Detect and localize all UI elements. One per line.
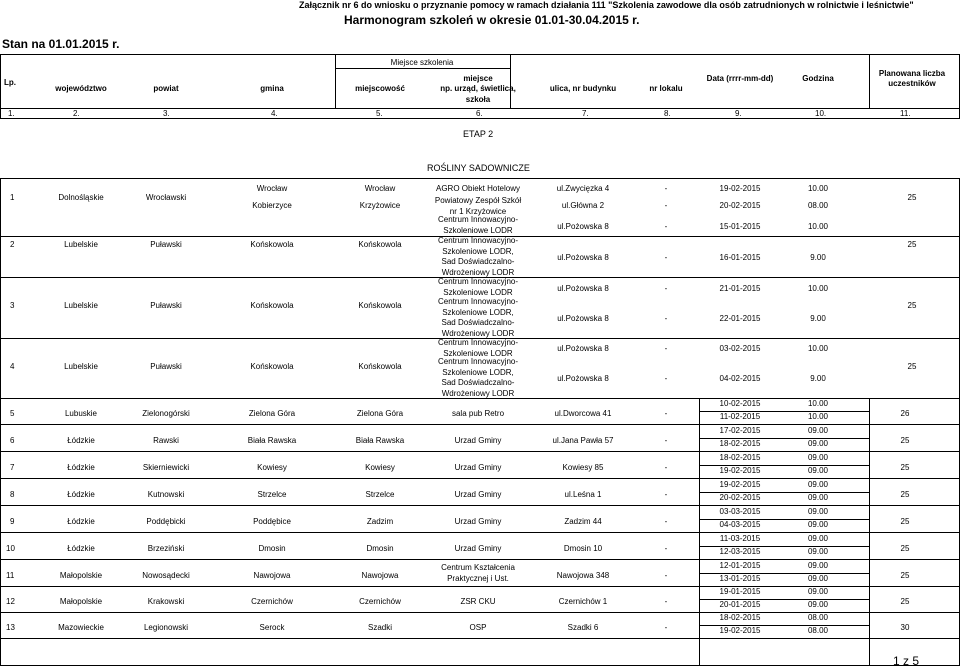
subrow-date: 22-01-2015 — [719, 314, 761, 323]
subrow-street: ul.Pożowska 8 — [557, 374, 609, 383]
row-lp: 3 — [10, 301, 15, 310]
row-county: Poddębicki — [146, 517, 186, 526]
row-lp: 7 — [10, 463, 15, 472]
row-county: Puławski — [150, 240, 182, 249]
row-hour-2: 09.00 — [807, 520, 829, 529]
row-voivodeship: Dolnośląskie — [58, 193, 104, 202]
row-venue: Urzad Gminy — [454, 436, 502, 445]
row-locality: Biała Rawska — [355, 436, 405, 445]
row-lp: 12 — [6, 597, 15, 606]
col-number: 3. — [163, 109, 170, 118]
col-number: 8. — [664, 109, 671, 118]
row-voivodeship: Łódzkie — [67, 517, 95, 526]
subrow-hour: 10.00 — [807, 184, 829, 193]
subrow-hour: 10.00 — [807, 344, 829, 353]
col-number: 1. — [8, 109, 15, 118]
row-participants: 25 — [907, 193, 917, 202]
row-venue: Urzad Gminy — [454, 544, 502, 553]
subrow-locality: Krzyżowice — [359, 201, 401, 210]
row-locality: Zadzim — [366, 517, 394, 526]
row-unit: - — [664, 490, 668, 499]
row-commune: Kowiesy — [257, 463, 287, 472]
subrow-date: 16-01-2015 — [719, 253, 761, 262]
subrow-date: 19-02-2015 — [719, 184, 761, 193]
row-hour-2: 09.00 — [807, 439, 829, 448]
row-unit: - — [664, 463, 668, 472]
row-street: ul.Jana Pawła 57 — [552, 436, 614, 445]
col-street: ulica, nr budynku — [549, 84, 617, 93]
row-locality: Strzelce — [365, 490, 395, 499]
row-date-2: 04-03-2015 — [719, 520, 761, 529]
subrow-date: 03-02-2015 — [719, 344, 761, 353]
row-date-1: 18-02-2015 — [719, 613, 761, 622]
row-county: Nowosądecki — [142, 571, 190, 580]
row-lp: 6 — [10, 436, 15, 445]
subrow-hour: 08.00 — [807, 201, 829, 210]
subrow-date: 15-01-2015 — [719, 222, 761, 231]
row-voivodeship: Mazowieckie — [58, 623, 104, 632]
row-street: Zadzim 44 — [564, 517, 602, 526]
row-venue: ZSR CKU — [460, 597, 496, 606]
status-date: Stan na 01.01.2015 r. — [2, 37, 120, 51]
col-number: 10. — [815, 109, 827, 118]
row-voivodeship: Lubelskie — [64, 240, 98, 249]
row-voivodeship: Łódzkie — [67, 436, 95, 445]
col-participants-l2: uczestników — [888, 79, 936, 88]
row-locality: Zielona Góra — [356, 409, 404, 418]
row-participants: 25 — [900, 463, 910, 472]
row-lp: 13 — [6, 623, 15, 632]
row-commune: Biała Rawska — [247, 436, 297, 445]
row-locality: Końskowola — [358, 240, 402, 249]
row-participants: 30 — [900, 623, 910, 632]
row-venue: Urzad Gminy — [454, 490, 502, 499]
row-commune: Dmosin — [258, 544, 286, 553]
row-date-2: 19-02-2015 — [719, 466, 761, 475]
row-hour-1: 09.00 — [807, 587, 829, 596]
subrow-venue: AGRO Obiekt Hotelowy — [435, 184, 521, 193]
row-participants: 25 — [907, 240, 917, 249]
row-hour-1: 09.00 — [807, 453, 829, 462]
row-county: Zielonogórski — [142, 409, 190, 418]
subrow-unit: - — [664, 222, 668, 231]
col-unit: nr lokalu — [649, 84, 683, 93]
row-hour-1: 09.00 — [807, 534, 829, 543]
row-locality: Dmosin — [366, 544, 394, 553]
col-date: Data (rrrr-mm-dd) — [706, 74, 774, 83]
row-commune: Końskowola — [250, 240, 294, 249]
row-voivodeship: Małopolskie — [59, 597, 103, 606]
row-voivodeship: Łódzkie — [67, 463, 95, 472]
subrow-street: ul.Pożowska 8 — [557, 314, 609, 323]
row-hour-1: 09.00 — [807, 507, 829, 516]
row-hour-1: 10.00 — [807, 399, 829, 408]
row-voivodeship: Lubelskie — [64, 301, 98, 310]
col-venue-l3: szkoła — [465, 95, 491, 104]
row-date-1: 19-01-2015 — [719, 587, 761, 596]
row-county: Skierniewicki — [142, 463, 190, 472]
subrow-street: ul.Pożowska 8 — [557, 284, 609, 293]
subrow-venue: Centrum Innowacyjno- Szkoleniowe LODR, Sad Doświadczalno- Wdrożeniowy LODR — [437, 236, 519, 277]
col-number: 2. — [73, 109, 80, 118]
row-voivodeship: Łódzkie — [67, 490, 95, 499]
subrow-venue: Centrum Innowacyjno- Szkoleniowe LODR — [437, 277, 519, 297]
row-date-1: 11-03-2015 — [719, 534, 761, 543]
row-hour-2: 09.00 — [807, 574, 829, 583]
col-number: 7. — [582, 109, 589, 118]
row-county: Kutnowski — [147, 490, 185, 499]
schedule-title: Harmonogram szkoleń w okresie 01.01-30.04.2015 r. — [344, 13, 640, 27]
row-county: Brzeziński — [147, 544, 185, 553]
row-venue: OSP — [469, 623, 487, 632]
row-hour-2: 08.00 — [807, 626, 829, 635]
subrow-date: 21-01-2015 — [719, 284, 761, 293]
col-number: 9. — [735, 109, 742, 118]
row-county: Puławski — [150, 362, 182, 371]
row-lp: 10 — [6, 544, 15, 553]
subrow-venue: Centrum Innowacyjno- Szkoleniowe LODR, Sad Doświadczalno- Wdrożeniowy LODR — [437, 357, 519, 398]
row-street: ul.Leśna 1 — [564, 490, 602, 499]
row-commune: Zielona Góra — [248, 409, 296, 418]
subrow-commune: Wrocław — [256, 184, 288, 193]
col-hour: Godzina — [802, 74, 834, 83]
row-commune: Strzelce — [257, 490, 287, 499]
row-unit: - — [664, 436, 668, 445]
row-street: Dmosin 10 — [563, 544, 603, 553]
subrow-street: ul.Pożowska 8 — [557, 222, 609, 231]
row-locality: Końskowola — [358, 301, 402, 310]
subrow-hour: 9.00 — [810, 314, 826, 323]
row-date-1: 18-02-2015 — [719, 453, 761, 462]
row-participants: 25 — [907, 301, 917, 310]
subrow-unit: - — [664, 344, 668, 353]
subrow-date: 04-02-2015 — [719, 374, 761, 383]
row-commune: Końskowola — [250, 362, 294, 371]
subrow-unit: - — [664, 314, 668, 323]
row-venue: Urzad Gminy — [454, 517, 502, 526]
subrow-hour: 9.00 — [810, 253, 826, 262]
row-date-2: 20-01-2015 — [719, 600, 761, 609]
row-lp: 11 — [6, 571, 15, 580]
row-participants: 25 — [900, 490, 910, 499]
row-hour-1: 08.00 — [807, 613, 829, 622]
row-lp: 8 — [10, 490, 15, 499]
row-locality: Końskowola — [358, 362, 402, 371]
col-venue-l1: miejsce — [463, 74, 493, 83]
row-hour-2: 10.00 — [807, 412, 829, 421]
subrow-date: 20-02-2015 — [719, 201, 761, 210]
row-lp: 2 — [10, 240, 15, 249]
row-participants: 26 — [900, 409, 910, 418]
subrow-street: ul.Pożowska 8 — [557, 253, 609, 262]
subrow-hour: 9.00 — [810, 374, 826, 383]
row-unit: - — [664, 623, 668, 632]
subrow-street: ul.Główna 2 — [561, 201, 605, 210]
row-participants: 25 — [900, 544, 910, 553]
row-lp: 5 — [10, 409, 15, 418]
col-participants-l1: Planowana liczba — [878, 69, 946, 78]
subrow-unit: - — [664, 184, 668, 193]
subrow-commune: Kobierzyce — [252, 201, 292, 210]
subrow-street: ul.Zwycięzka 4 — [556, 184, 610, 193]
row-hour-2: 09.00 — [807, 466, 829, 475]
subrow-unit: - — [664, 201, 668, 210]
col-place-group: Miejsce szkolenia — [390, 58, 454, 67]
col-commune: gmina — [260, 84, 284, 93]
col-voivodeship: województwo — [55, 84, 107, 93]
row-hour-1: 09.00 — [807, 426, 829, 435]
subrow-venue: Centrum Innowacyjno- Szkoleniowe LODR — [437, 215, 519, 235]
row-county: Puławski — [150, 301, 182, 310]
col-number: 4. — [271, 109, 278, 118]
row-county: Rawski — [153, 436, 179, 445]
row-voivodeship: Łódzkie — [67, 544, 95, 553]
row-participants: 25 — [900, 517, 910, 526]
row-unit: - — [664, 409, 668, 418]
row-date-2: 13-01-2015 — [719, 574, 761, 583]
col-number: 6. — [476, 109, 483, 118]
row-locality: Kowiesy — [365, 463, 395, 472]
row-venue: Centrum Kształcenia Praktycznej i Ust. — [441, 563, 515, 583]
row-participants: 25 — [900, 597, 910, 606]
row-street: ul.Dworcowa 41 — [554, 409, 612, 418]
row-lp: 4 — [10, 362, 15, 371]
row-unit: - — [664, 517, 668, 526]
col-lp: Lp. — [4, 78, 16, 87]
attachment-note: Załącznik nr 6 do wniosku o przyznanie pomocy w ramach działania 111 "Szkolenia zawodowe dla osób zatrudnionych w rolnictwie i leśnictwie" — [299, 0, 914, 10]
row-date-1: 12-01-2015 — [719, 561, 761, 570]
row-street: Szadki 6 — [567, 623, 599, 632]
row-hour-2: 09.00 — [807, 493, 829, 502]
row-participants: 25 — [900, 436, 910, 445]
col-number: 5. — [376, 109, 383, 118]
subrow-street: ul.Pożowska 8 — [557, 344, 609, 353]
row-county: Wrocławski — [145, 193, 187, 202]
row-date-2: 19-02-2015 — [719, 626, 761, 635]
subrow-locality: Wrocław — [364, 184, 396, 193]
subrow-venue: Centrum Innowacyjno- Szkoleniowe LODR, Sad Doświadczalno- Wdrożeniowy LODR — [437, 297, 519, 338]
row-date-1: 10-02-2015 — [719, 399, 761, 408]
row-street: Kowiesy 85 — [562, 463, 604, 472]
subrow-unit: - — [664, 374, 668, 383]
row-county: Legionowski — [143, 623, 189, 632]
page-number: 1 z 5 — [893, 654, 920, 668]
row-street: Nawojowa 348 — [556, 571, 610, 580]
row-venue: Urzad Gminy — [454, 463, 502, 472]
row-voivodeship: Lubelskie — [64, 362, 98, 371]
row-venue: sala pub Retro — [451, 409, 505, 418]
row-lp: 1 — [10, 193, 15, 202]
subrow-hour: 10.00 — [807, 222, 829, 231]
row-date-2: 18-02-2015 — [719, 439, 761, 448]
subrow-unit: - — [664, 253, 668, 262]
row-lp: 9 — [10, 517, 15, 526]
row-date-1: 19-02-2015 — [719, 480, 761, 489]
col-number: 11. — [900, 109, 911, 118]
row-commune: Czernichów — [251, 597, 293, 606]
row-date-1: 03-03-2015 — [719, 507, 761, 516]
row-commune: Serock — [259, 623, 285, 632]
row-locality: Czernichów — [359, 597, 401, 606]
col-county: powiat — [153, 84, 179, 93]
subrow-hour: 10.00 — [807, 284, 829, 293]
row-voivodeship: Małopolskie — [59, 571, 103, 580]
subrow-venue: Centrum Innowacyjno- Szkoleniowe LODR — [437, 338, 519, 358]
col-locality: miejscowość — [355, 84, 405, 93]
row-hour-1: 09.00 — [807, 561, 829, 570]
row-unit: - — [664, 597, 668, 606]
row-county: Krakowski — [147, 597, 185, 606]
row-participants: 25 — [907, 362, 917, 371]
row-voivodeship: Lubuskie — [64, 409, 98, 418]
row-commune: Nawojowa — [253, 571, 291, 580]
subrow-unit: - — [664, 284, 668, 293]
row-street: Czernichów 1 — [558, 597, 608, 606]
subrow-venue: Powiatowy Zespół Szkół nr 1 Krzyżowice — [434, 196, 522, 216]
row-participants: 25 — [900, 571, 910, 580]
stage-label: ETAP 2 — [463, 129, 494, 139]
row-date-1: 17-02-2015 — [719, 426, 761, 435]
row-hour-1: 09.00 — [807, 480, 829, 489]
row-date-2: 12-03-2015 — [719, 547, 761, 556]
row-commune: Końskowola — [250, 301, 294, 310]
row-hour-2: 09.00 — [807, 547, 829, 556]
row-commune: Poddębice — [253, 517, 291, 526]
row-locality: Nawojowa — [361, 571, 399, 580]
row-unit: - — [664, 544, 668, 553]
row-unit: - — [664, 571, 668, 580]
row-date-2: 20-02-2015 — [719, 493, 761, 502]
row-hour-2: 09.00 — [807, 600, 829, 609]
section-label: ROŚLINY SADOWNICZE — [427, 163, 530, 173]
row-date-2: 11-02-2015 — [719, 412, 761, 421]
row-locality: Szadki — [367, 623, 393, 632]
col-venue-l2: np. urząd, świetlica, — [440, 84, 516, 93]
